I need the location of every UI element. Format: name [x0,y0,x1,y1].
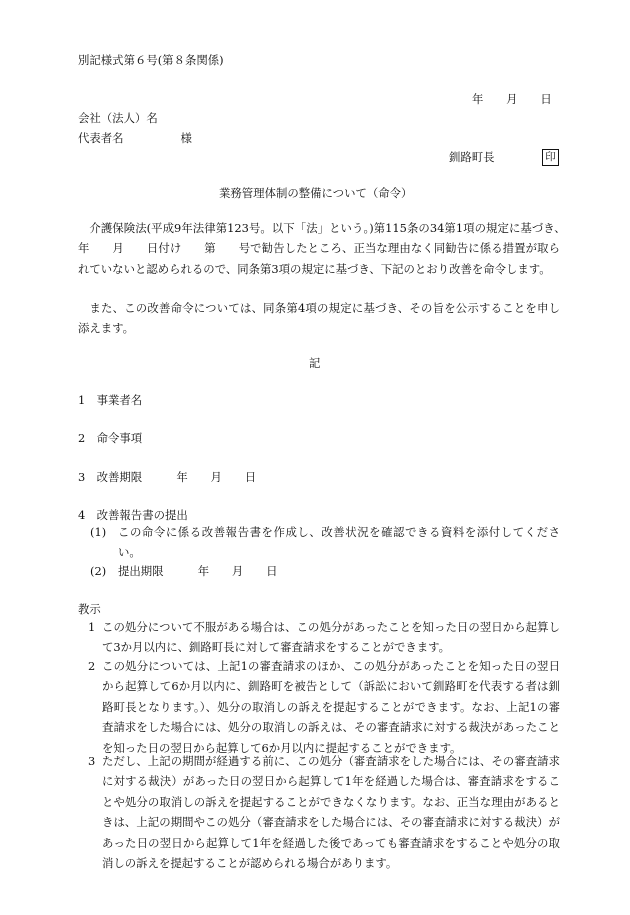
addressee-representative: 代表者名 様 [78,131,192,145]
ki-heading: 記 [309,356,321,370]
sub-1-text: この命令に係る改善報告書を作成し、改善状況を確認できる資料を添付してください。 [118,525,560,560]
issuer-name: 釧路町長 [449,150,495,164]
document-title: 業務管理体制の整備について（命令） [219,186,413,200]
date-line: 年 月 日 [472,92,552,106]
notice-2-text: この処分については、上記1の審査請求のほか、この処分があったことを知った日の翌日から起算して6か月以内に、釧路町を被告として（訴訟において釧路町を代表する者は釧路町長となります。）、処分の取消しの訴えを提起することができます。なお、上記1の審査請求をした場合には、処分の取消しの訴えは、その審査請求に対する裁決があったことを知った日の翌日から起算して6か月以内に提起することができます。 [102,659,560,755]
body-paragraph-2: また、この改善命令については、同条第4項の規定に基づき、その旨を公示することを申し添えます。 [78,301,560,336]
item-4-sub-2 [90,561,560,581]
notice-1-text: この処分について不服がある場合は、この処分があったことを知った日の翌日から起算して3か月以内に、釧路町長に対して審査請求をすることができます。 [102,620,560,655]
item-1: 1 事業者名 [78,393,143,407]
item-4: 4 改善報告書の提出 [78,508,188,522]
notice-2-number: 2 [88,659,96,673]
sub-2-number: (2) [90,564,107,578]
notice-3-number: 3 [88,754,96,768]
item-4-sub-1 [90,522,560,563]
notice-heading: 教示 [78,602,101,616]
notice-3-text: ただし、上記の期間が経過する前に、この処分（審査請求をした場合には、その審査請求に対する裁決）があった日の翌日から起算して1年を経過した場合は、審査請求をすることや処分の取消しの訴えを提起することができなくなります。なお、正当な理由があるときは、上記の期間やこの処分（審査請求をした場合には、その審査請求に対する裁決）があった日の翌日から起算して1年を経過した後であっても審査請求をすることや処分の取消しの訴えを提起することが認められる場合があります。 [102,754,560,871]
item-2: 2 命令事項 [78,431,143,445]
notice-item-2 [88,656,560,758]
sub-1-number: (1) [90,525,107,539]
notice-item-1 [88,617,560,658]
addressee-company: 会社（法人）名 [78,111,158,125]
body-paragraph-1: 介護保険法(平成9年法律第123号。以下「法」という。)第115条の34第1項の規定に基づき、 年 月 日付け 第 号で勧告したところ、正当な理由なく同勧告に係る措置が取られていないと認められるので、同条第3項の規定に基づき、下記のとおり改善を命令します。 [78,221,583,276]
item-3: 3 改善期限 年 月 日 [78,470,257,484]
sub-2-text: 提出期限 年 月 日 [118,564,278,578]
form-number: 別記様式第６号(第８条関係) [78,53,224,67]
seal-box: 印 [542,149,559,166]
notice-item-3 [88,751,560,873]
notice-1-number: 1 [88,620,96,634]
